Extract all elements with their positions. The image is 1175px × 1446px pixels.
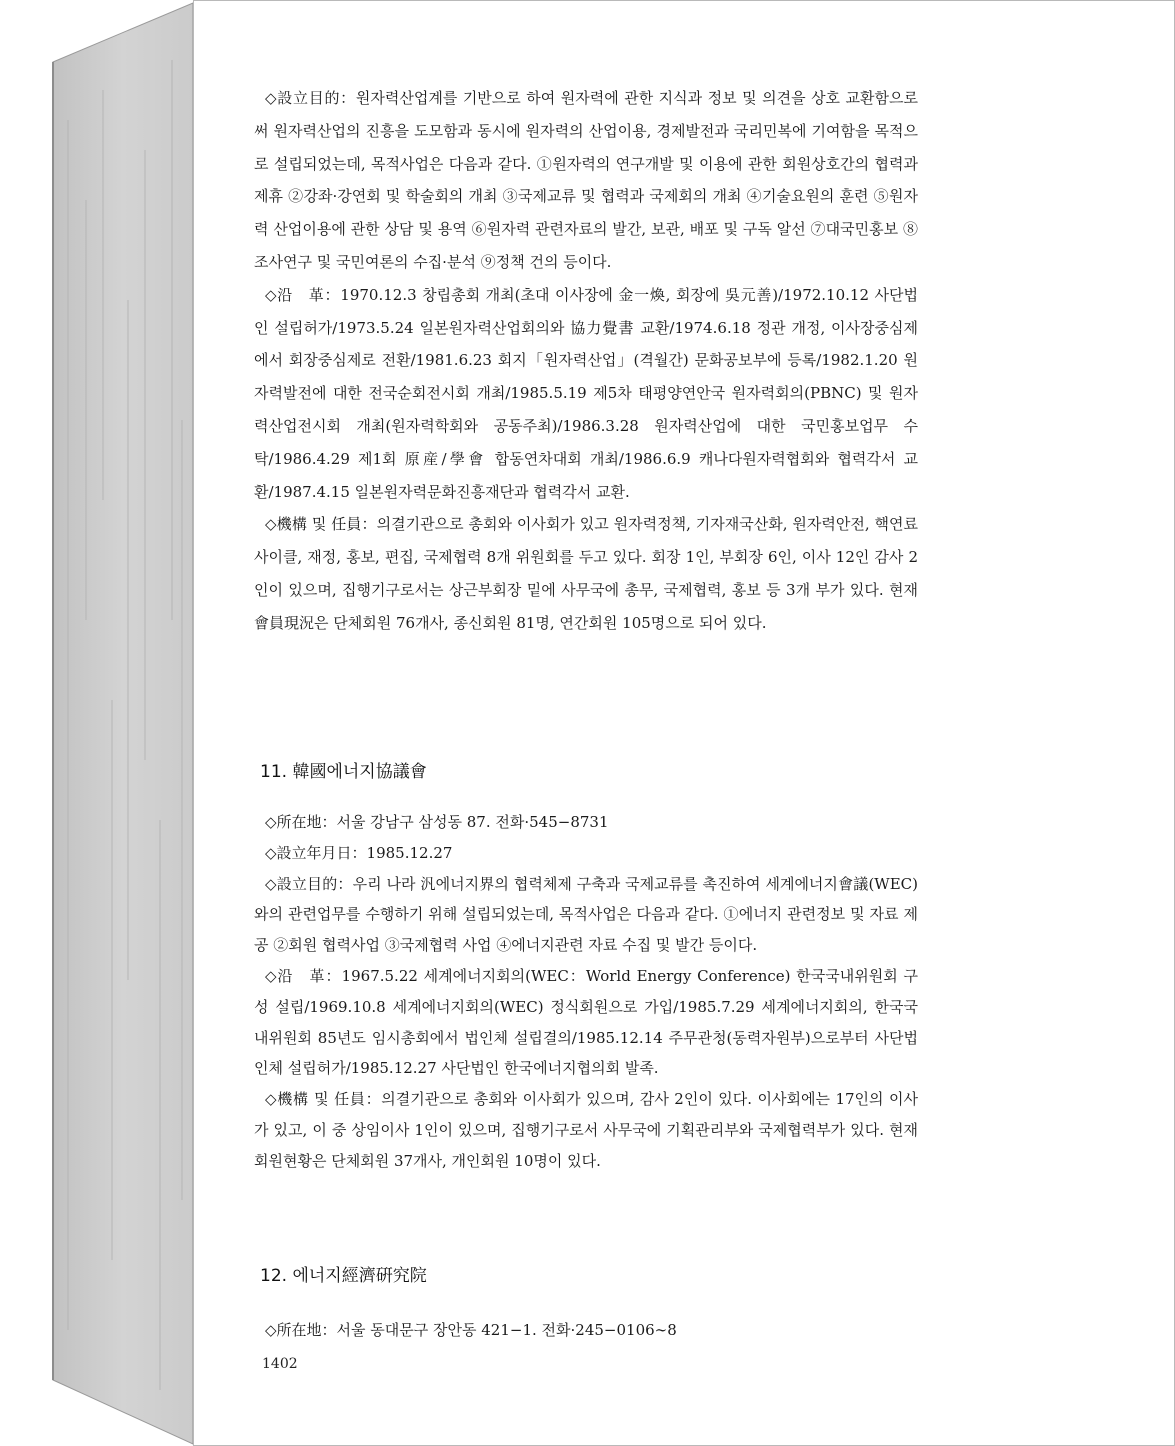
section-11-heading: 11. 韓國에너지協議會 (260, 762, 427, 782)
paragraph-founding-date: ◇設立年月日：1985.12.27 (265, 843, 453, 862)
section-12-body (254, 1314, 918, 1347)
book-spine-edge (0, 0, 196, 1446)
paragraph-history: ◇沿 革：1967.5.22 세계에너지회의(WEC：World Energy Conference) 한국국내위원회 구성 설립/1969.10.8 세계에너지회의(WEC) 정식회원으로 가입/1985.7.29 세계에너지회의, 한국국내위원회 85년도 임시총회에서 법인체 설립결의/1985.12.14 주무관청(동력자원부)으로부터 사단법인체 설립허가/1985.12.27 사단법인 한국에너지협의회 발족. (254, 966, 918, 1078)
paragraph-address: ◇所在地：서울 동대문구 장안동 421−1. 전화·245−0106∼8 (265, 1321, 677, 1339)
section-11-body (254, 807, 918, 1177)
section-top-body (254, 82, 918, 640)
page-number: 1402 (262, 1356, 298, 1372)
paragraph-organization: ◇機構 및 任員：의결기관으로 총회와 이사회가 있고 원자력정책, 기자재국산화, 원자력안전, 핵연료사이클, 재정, 홍보, 편집, 국제협력 8개 위원회를 두고 있다. 회장 1인, 부회장 6인, 이사 12인 감사 2인이 있으며, 집행기구로서는 상근부회장 밑에 사무국에 총무, 국제협력, 홍보 등 3개 부가 있다. 현재 會員現況은 단체회원 76개사, 종신회원 81명, 연간회원 105명으로 되어 있다. (254, 515, 918, 632)
paragraph-purpose: ◇設立目的：원자력산업계를 기반으로 하여 원자력에 관한 지식과 정보 및 의견을 상호 교환함으로써 원자력산업의 진흥을 도모함과 동시에 원자력의 산업이용, 경제발전과 국리민복에 기여함을 목적으로 설립되었는데, 목적사업은 다음과 같다. ①원자력의 연구개발 및 이용에 관한 회원상호간의 협력과 제휴 ②강좌·강연회 및 학술회의 개최 ③국제교류 및 협력과 국제회의 개최 ④기술요원의 훈련 ⑤원자력 산업이용에 관한 상담 및 용역 ⑥원자력 관련자료의 발간, 보관, 배포 및 구독 알선 ⑦대국민홍보 ⑧조사연구 및 국민여론의 수집·분석 ⑨정책 건의 등이다. (254, 89, 918, 271)
paragraph-organization: ◇機構 및 任員：의결기관으로 총회와 이사회가 있으며, 감사 2인이 있다. 이사회에는 17인의 이사가 있고, 이 중 상임이사 1인이 있으며, 집행기구로서 사무국에 기획관리부와 국제협력부가 있다. 현재 회원현황은 단체회원 37개사, 개인회원 10명이 있다. (254, 1090, 918, 1170)
paragraph-address: ◇所在地：서울 강남구 삼성동 87. 전화·545−8731 (265, 813, 609, 831)
section-12-heading: 12. 에너지經濟硏究院 (260, 1266, 427, 1286)
paragraph-purpose: ◇設立目的：우리 나라 汎에너지界의 협력체제 구축과 국제교류를 촉진하여 세계에너지會議(WEC)와의 관련업무를 수행하기 위해 설립되었는데, 목적사업은 다음과 같다. ①에너지 관련정보 및 자료 제공 ②회원 협력사업 ③국제협력 사업 ④에너지관련 자료 수집 및 발간 등이다. (254, 874, 918, 955)
paragraph-history: ◇沿 革：1970.12.3 창립총회 개최(초대 이사장에 金一煥, 회장에 吳元善)/1972.10.12 사단법인 설립허가/1973.5.24 일본원자력산업회의와 協力覺書 교환/1974.6.18 정관 개정, 이사장중심제에서 회장중심제로 전환/1981.6.23 회지「원자력산업」(격월간) 문화공보부에 등록/1982.1.20 원자력발전에 대한 전국순회전시회 개최/1985.5.19 제5차 태평양연안국 원자력회의(PBNC) 및 원자력산업전시회 개최(원자력학회와 공동주최)/1986.3.28 원자력산업에 대한 국민홍보업무 수탁/1986.4.29 제1회 原産/學會 합동연차대회 개최/1986.6.9 캐나다원자력협회와 협력각서 교환/1987.4.15 일본원자력문화진흥재단과 협력각서 교환. (254, 285, 918, 501)
